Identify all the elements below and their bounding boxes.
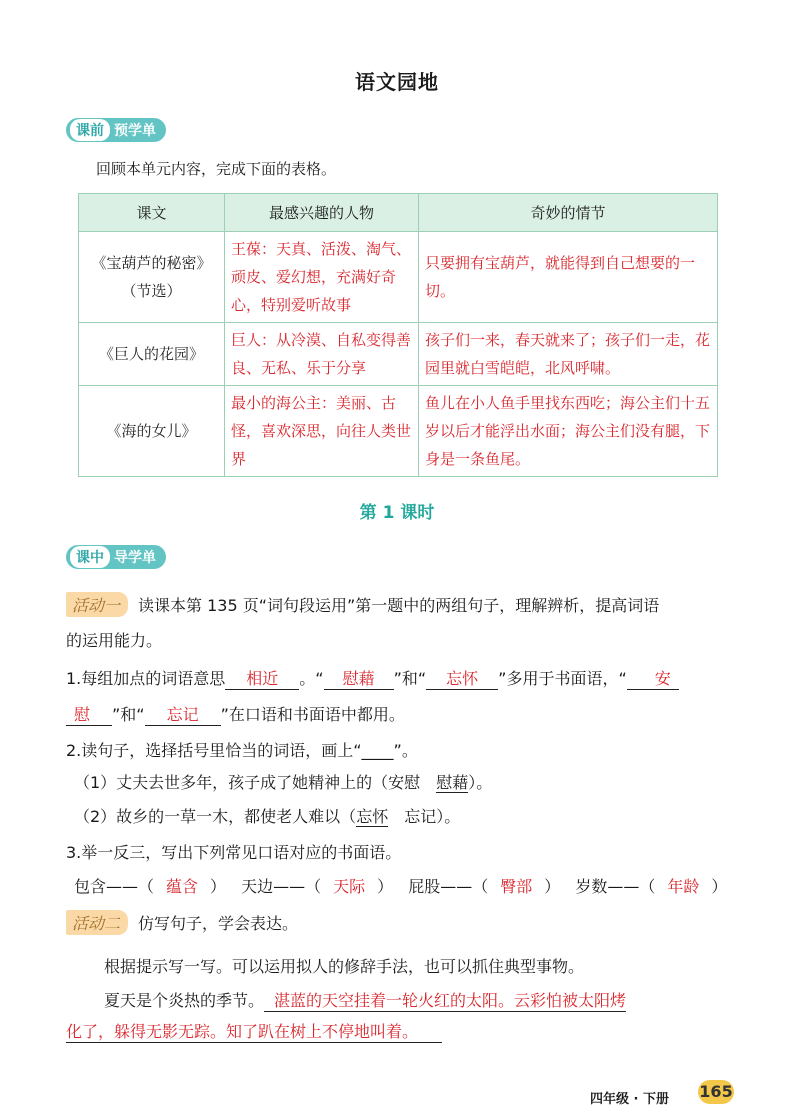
lesson-cell: 《海的女儿》	[79, 386, 225, 477]
answer-blank: 忘记	[145, 705, 221, 726]
q3-word: 屁股——（	[408, 877, 489, 896]
answer-blank: 慰藉	[324, 669, 394, 690]
table-header: 课文	[79, 194, 225, 232]
character-cell: 最小的海公主：美丽、古怪，喜欢深思，向往人类世界	[225, 386, 419, 477]
q3-item	[74, 877, 226, 896]
activity2-line	[66, 910, 298, 935]
activity1-line1	[66, 592, 659, 617]
table-row	[79, 323, 718, 386]
q3-word: 包含——（	[74, 877, 155, 896]
q3-item	[408, 877, 560, 896]
q2-line: 2.读句子，选择括号里恰当的词语，画上“____”。	[66, 741, 418, 760]
hint-text: 根据提示写一写。可以运用拟人的修辞手法，也可以抓住典型事物。	[104, 957, 585, 976]
q3-item	[241, 877, 393, 896]
q2-s1-text: （1）丈夫去世多年，孩子成了她精神上的（安慰	[74, 773, 437, 792]
activity1-text: 读课本第 135 页“词句段运用”第一题中的两组句子，理解辨析，提高词语	[138, 596, 660, 615]
activity1-line2: 的运用能力。	[66, 631, 163, 650]
q3-answer: 年龄	[667, 877, 700, 896]
answer-blank: 忘怀	[426, 669, 498, 690]
q1-text: ”和“	[112, 705, 145, 724]
imitation-answer-2: 化了，躲得无影无踪。知了趴在树上不停地叫着。	[66, 1022, 442, 1043]
q3-end: ）	[711, 877, 728, 896]
character-cell: 巨人：从冷漠、自私变得善良、无私、乐于分享	[225, 323, 419, 386]
review-table	[78, 193, 718, 477]
pre-class-tag	[66, 118, 166, 142]
activity1-tag: 活动一	[66, 592, 128, 617]
q3-answer: 臀部	[500, 877, 533, 896]
in-class-tag-b: 导学单	[114, 550, 156, 566]
pre-class-tag-b: 预学单	[114, 123, 156, 139]
table-row	[79, 386, 718, 477]
pre-class-tag-a: 课前	[70, 119, 110, 141]
q3-answer: 蕴含	[166, 877, 199, 896]
answer-blank: 慰	[66, 705, 112, 726]
lesson-cell: 《宝葫芦的秘密》（节选）	[79, 232, 225, 323]
imitation-start: 夏天是个炎热的季节。	[104, 991, 265, 1010]
q1-line1	[66, 666, 679, 690]
lesson-title: 第 1 课时	[359, 503, 435, 523]
grade-label: 四年级 · 下册	[590, 1092, 669, 1107]
q3-items	[74, 874, 727, 897]
answer-blank: 安	[627, 669, 679, 690]
imitation-answer-1: 湛蓝的天空挂着一轮火红的太阳。云彩怕被太阳烤	[264, 991, 626, 1012]
imitation-line1	[104, 988, 626, 1012]
q1-text: ”在口语和书面语中都用。	[220, 705, 405, 724]
plot-cell: 孩子们一来，春天就来了；孩子们一走，花园里就白雪皑皑，北风呼啸。	[419, 323, 718, 386]
q1-prefix: 1.每组加点的词语意思	[66, 669, 226, 688]
in-class-tag-a: 课中	[70, 546, 110, 568]
q3-end: ）	[544, 877, 561, 896]
table-header: 奇妙的情节	[419, 194, 718, 232]
activity2-tag: 活动二	[66, 910, 128, 935]
q3-item	[575, 877, 727, 896]
q3-line: 3.举一反三，写出下列常见口语对应的书面语。	[66, 843, 402, 862]
q1-text: ”多用于书面语，“	[498, 669, 627, 688]
in-class-tag	[66, 545, 166, 569]
q2-s1-answer: 慰藉	[436, 773, 469, 792]
q2-s2-end: 忘记）。	[388, 807, 461, 826]
q3-end: ）	[377, 877, 394, 896]
table-header: 最感兴趣的人物	[225, 194, 419, 232]
q3-answer: 天际	[333, 877, 366, 896]
table-header-row	[79, 194, 718, 232]
plot-cell: 只要拥有宝葫芦，就能得到自己想要的一切。	[419, 232, 718, 323]
q2-sentence2	[74, 804, 460, 827]
q1-text: ”和“	[393, 669, 427, 688]
page-title: 语文园地	[355, 70, 439, 94]
q2-s2-text: （2）故乡的一草一木，都使老人难以（	[74, 807, 357, 826]
character-cell: 王葆：天真、活泼、淘气、顽皮、爱幻想，充满好奇心，特别爱听故事	[225, 232, 419, 323]
lesson-cell: 《巨人的花园》	[79, 323, 225, 386]
plot-cell: 鱼儿在小人鱼手里找东西吃；海公主们十五岁以后才能浮出水面；海公主们没有腿，下身是一条鱼尾。	[419, 386, 718, 477]
intro-text: 回顾本单元内容，完成下面的表格。	[96, 160, 337, 178]
q1-line2	[66, 702, 405, 726]
q3-word: 天边——（	[241, 877, 322, 896]
q3-end: ）	[210, 877, 227, 896]
answer-blank: 相近	[225, 669, 299, 690]
imitation-line2	[66, 1022, 442, 1043]
q2-s2-answer: 忘怀	[356, 807, 389, 826]
q3-word: 岁数——（	[575, 877, 656, 896]
activity2-text: 仿写句子，学会表达。	[138, 914, 299, 933]
table-row	[79, 232, 718, 323]
page-number: 165	[698, 1080, 734, 1104]
q2-sentence1	[74, 770, 492, 793]
q1-text: 。“	[299, 669, 324, 688]
q2-s1-end: ）。	[468, 773, 493, 792]
